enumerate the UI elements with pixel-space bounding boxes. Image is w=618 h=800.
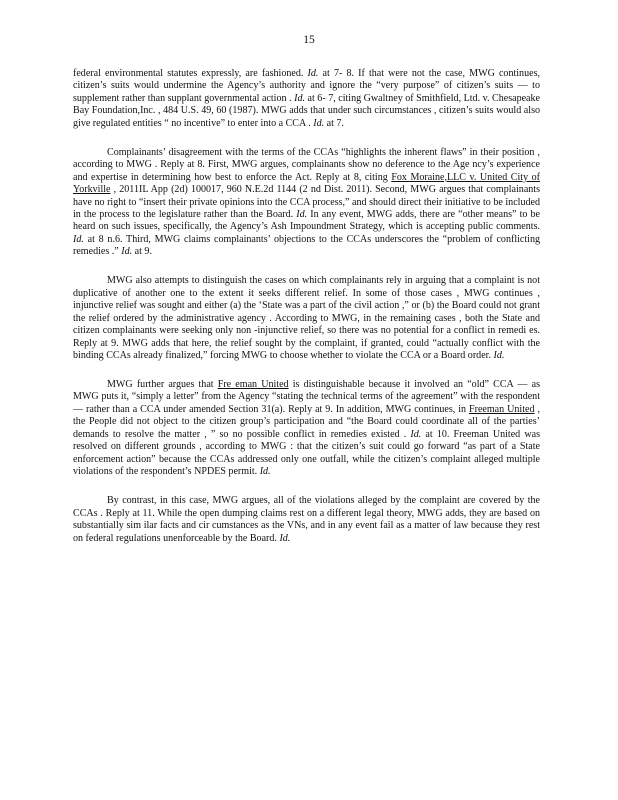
paragraph [73, 147, 540, 259]
paragraph [73, 68, 540, 130]
text-run: , 2011IL App (2d) 100017, 960 N.E.2d 1144 (2 nd Dist. 2011). Second, MWG argues that complainants have no right to “insert their private opinions into the CCA process,” and should direct their initiative to be included in the process to the legislature rather than the Board. [73, 184, 540, 221]
text-run: at 9. [132, 246, 152, 258]
id-citation: Id. [294, 92, 305, 104]
text-run: at 6- 7, citing Gwaltney of Smithfield, Ltd. v. Chesapeake Bay Foundation,Inc. , 484 U.S. 49, 60 (1987). MWG adds that under such circumstances , citizen’s suits would also give regulated entities “ no incentive” to enter into a CCA . [73, 92, 540, 129]
id-citation: Id. [493, 350, 505, 362]
id-citation: Id. [296, 209, 308, 221]
case-citation: Fre eman United [217, 379, 289, 391]
id-citation: Id. [410, 428, 422, 440]
page-number: 15 [303, 34, 315, 46]
text-run: MWG also attempts to distinguish the cases on which complainants rely in arguing that a complaint is not duplicative of another one to the extent it seeks different relief. In some of those cases , MWG continues , injunctive relief was sought and either (a) the ‘State was a part of the civil action ,” or (b) the Board could not grant the relief ordered by the administrative agency . According to MWG, in the remaining cases , both the State and citizen complainants were seeking only non -injunctive relief, so there was no potential for a conflict in remedi es. Reply at 9. MWG adds that here, the relief sought by the complaint, if granted, could “actually conflict with the binding CCAs already finalized,” forcing MWG to choose whether to violate the CCA or a Board order. [73, 275, 540, 362]
text-run: at 10. Freeman United was resolved on different grounds , according to MWG : that the citizen’s suit could go forward “as part of a State enforcement action” because the CCAs addressed only one outfall, while the citizen’s complaint alleged multiple violations of the respondent’s NPDES permit. [73, 428, 540, 478]
text-run: MWG further argues that [107, 379, 218, 391]
paragraph [73, 495, 540, 545]
case-citation: Fox Moraine,LLC v. United City of Yorkville [73, 171, 540, 196]
text-run: is distinguishable because it involved an “old” CCA — as MWG puts it, “simply a letter” from the Agency “stating the technical terms of the agreement” with the respondent — rather than a CCA under amended Section 31(a). Reply at 9. In addition, MWG continues, in [73, 379, 540, 415]
paragraph [73, 379, 540, 479]
id-citation: Id. [259, 466, 271, 478]
case-citation: Freeman United [469, 403, 535, 415]
text-run: at 7. [324, 117, 344, 129]
id-citation: Id. [121, 246, 133, 258]
id-citation: Id. [279, 532, 291, 544]
text-run: at 7- 8. If that were not the case, MWG continues, citizen’s suits would undermine the Agency’s authority and ignore the “very purpose” of citizen’s suits — to supplement rather than supplant governmental action . [73, 68, 540, 104]
text-run: By contrast, in this case, MWG argues, all of the violations alleged by the complaint are covered by the CCAs . Reply at 11. While the open dumping claims rest on a different legal theory, MWG adds, they are based on substantially sim ilar facts and cir cumstances as the VNs, and in any event fail as a matter of law because they rest on federal regulations unenforceable by the Board. [73, 495, 540, 544]
document-body [73, 68, 540, 561]
id-citation: Id. [73, 233, 84, 245]
text-run: In any event, MWG adds, there are “other means” to be heard on such issues, specifically, the Agency’s Ash Impoundment Strategy, which is accepting public comments. [73, 209, 540, 233]
id-citation: Id. [313, 117, 325, 129]
id-citation: Id. [307, 68, 319, 79]
paragraph [73, 275, 540, 362]
text-run: federal environmental statutes expressly, are fashioned. [73, 68, 308, 79]
text-run: at 8 n.6. Third, MWG claims complainants’ objections to the CCAs underscores the “problem of conflicting remedies .” [73, 233, 540, 258]
text-run: Complainants’ disagreement with the terms of the CCAs “highlights the inherent flaws” in their position , according to MWG . Reply at 8. First, MWG argues, complainants show no deference to the Age ncy’s experience and expertise in determining how best to enforce the Act. Reply at 8, citing [73, 146, 540, 183]
text-run: , the People did not object to the citizen group’s participation and “the Board could coordinate all of the parties’ demands to resolve the matter , ” so no possible conflict in remedies existed . [73, 403, 540, 440]
